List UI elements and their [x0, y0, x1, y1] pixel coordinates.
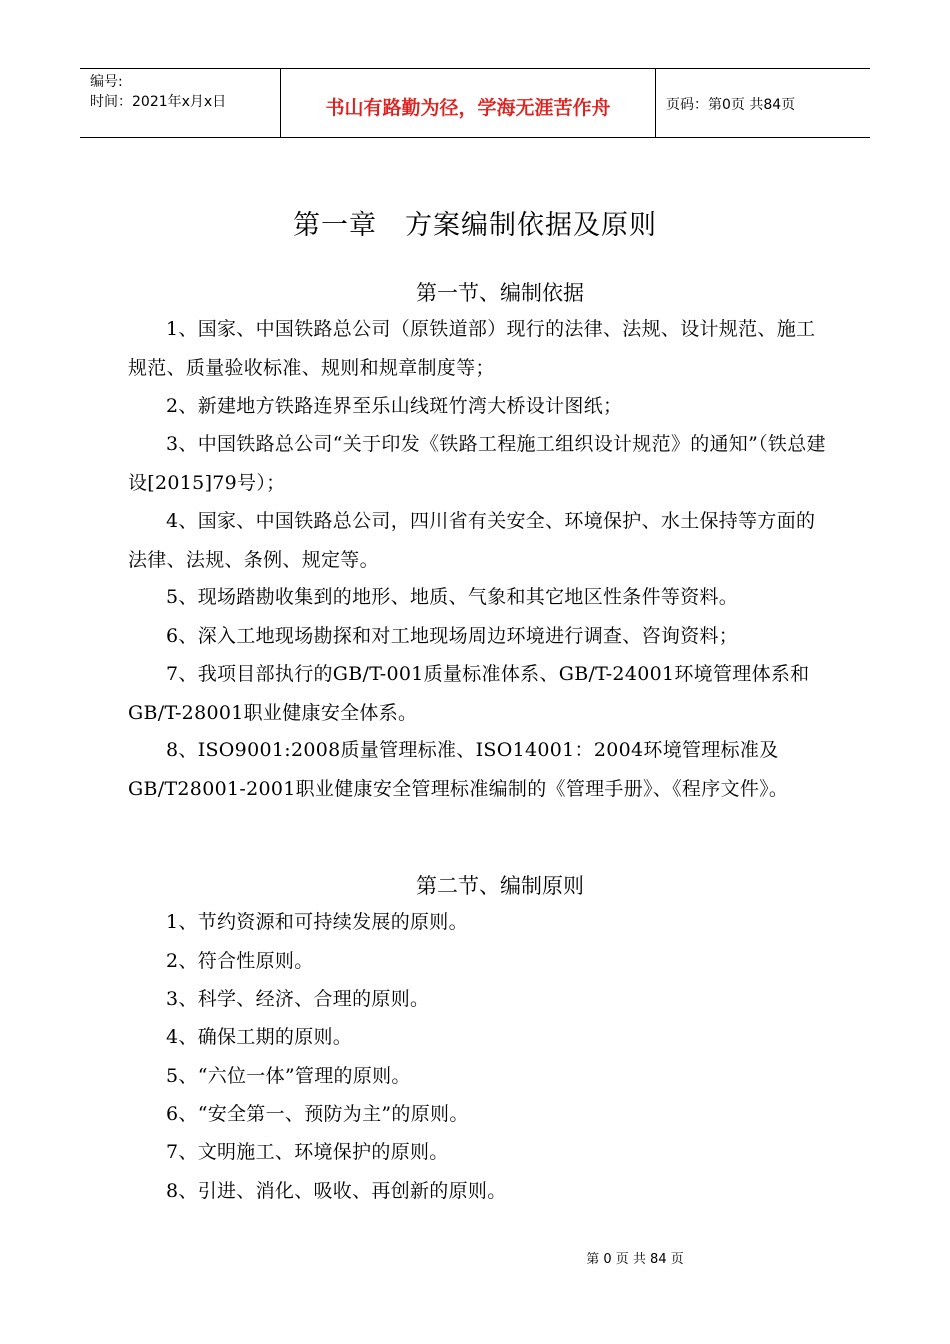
principle-item-5: 5、“六位一体”管理的原则。: [166, 1065, 411, 1087]
page-footer: 第 0 页 共 84 页: [586, 1252, 684, 1267]
basis-item-6: 6、深入工地现场勘探和对工地现场周边环境进行调查、咨询资料；: [166, 625, 739, 647]
basis-item-7: 7、我项目部执行的GB/T-001质量标准体系、GB/T-24001环境管理体系和GB/T-28001职业健康安全体系。: [128, 663, 810, 724]
basis-item-3: 3、中国铁路总公司“关于印发《铁路工程施工组织设计规范》的通知”（铁总建设[2015]79号）；: [128, 433, 826, 494]
chapter-heading: 方案编制依据及原则: [405, 210, 657, 241]
principle-item-4: 4、确保工期的原则。: [166, 1026, 353, 1048]
page-info: 页码：第0页 共84页: [666, 97, 796, 113]
chapter-number: 第一章: [293, 210, 377, 241]
basis-item-1: 1、国家、中国铁路总公司（原铁道部）现行的法律、法规、设计规范、施工规范、质量验收标准、规则和规章制度等；: [128, 318, 816, 379]
section-2-title: 第二节、编制原则: [416, 874, 584, 898]
principle-item-7: 7、文明施工、环境保护的原则。: [166, 1141, 449, 1163]
header-page-cell: [656, 69, 870, 137]
chapter-title: [0, 203, 950, 242]
header-meta-cell: [80, 69, 280, 137]
basis-item-4: 4、国家、中国铁路总公司，四川省有关安全、环境保护、水土保持等方面的法律、法规、条例、规定等。: [128, 510, 816, 571]
basis-item-8: 8、ISO9001:2008质量管理标准、ISO14001：2004环境管理标准及GB/T28001-2001职业健康安全管理标准编制的《管理手册》、《程序文件》。: [128, 739, 789, 800]
section-1-title: 第一节、编制依据: [416, 281, 584, 305]
principle-item-3: 3、科学、经济、合理的原则。: [166, 988, 430, 1010]
document-header-table: [80, 68, 870, 138]
principle-item-1: 1、节约资源和可持续发展的原则。: [166, 911, 468, 933]
code-label: 编号:: [90, 74, 123, 90]
principle-item-2: 2、符合性原则。: [166, 950, 314, 972]
basis-item-5: 5、现场踏勘收集到的地形、地质、气象和其它地区性条件等资料。: [166, 586, 739, 608]
principle-item-6: 6、“安全第一、预防为主”的原则。: [166, 1103, 469, 1125]
basis-item-2: 2、新建地方铁路连界至乐山线斑竹湾大桥设计图纸；: [166, 395, 623, 417]
motto-text: 书山有路勤为径，学海无涯苦作舟: [325, 97, 611, 119]
date-label: 时间：2021年x月x日: [90, 94, 227, 110]
header-motto-cell: [280, 69, 656, 137]
principle-item-8: 8、引进、消化、吸收、再创新的原则。: [166, 1180, 507, 1202]
